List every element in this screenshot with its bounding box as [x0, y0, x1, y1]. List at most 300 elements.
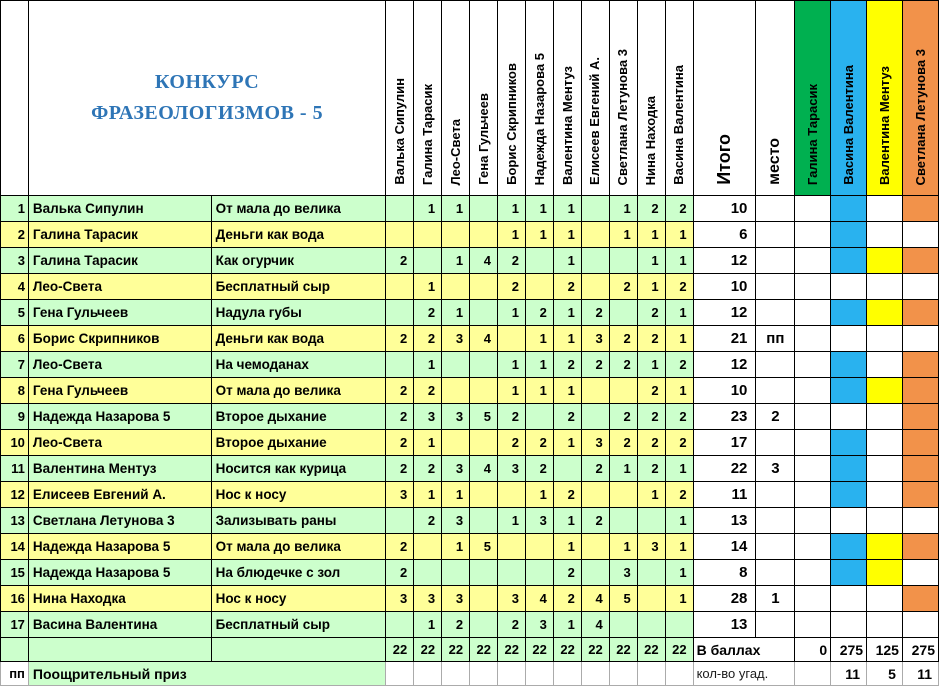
score-cell[interactable]: 4 — [470, 456, 498, 482]
guessed-cell[interactable] — [831, 196, 867, 222]
score-cell[interactable]: 1 — [525, 222, 553, 248]
phrase-cell[interactable]: Второе дыхание — [211, 404, 386, 430]
participant-name-cell[interactable]: Галина Тарасик — [28, 222, 211, 248]
guessed-cell[interactable] — [902, 404, 938, 430]
score-cell[interactable]: 1 — [525, 352, 553, 378]
score-cell[interactable]: 2 — [637, 196, 665, 222]
empty-cell[interactable] — [637, 662, 665, 686]
score-cell[interactable]: 2 — [525, 456, 553, 482]
score-cell[interactable]: 2 — [498, 248, 526, 274]
place-column-header[interactable] — [756, 1, 795, 196]
score-cell[interactable]: 2 — [665, 196, 693, 222]
score-cell[interactable]: 2 — [386, 430, 414, 456]
participant-header[interactable] — [525, 1, 553, 196]
guessed-cell[interactable] — [902, 352, 938, 378]
score-cell[interactable] — [581, 248, 609, 274]
score-cell[interactable] — [442, 352, 470, 378]
score-cell[interactable]: 1 — [553, 196, 581, 222]
total-cell[interactable]: 17 — [693, 430, 756, 456]
score-cell[interactable] — [386, 508, 414, 534]
participant-header[interactable] — [470, 1, 498, 196]
guessed-cell[interactable] — [902, 300, 938, 326]
score-cell[interactable] — [637, 612, 665, 638]
score-cell[interactable]: 4 — [581, 586, 609, 612]
guessed-cell[interactable] — [902, 196, 938, 222]
score-cell[interactable]: 1 — [553, 612, 581, 638]
phrase-cell[interactable]: От мала до велика — [211, 378, 386, 404]
score-cell[interactable] — [414, 222, 442, 248]
row-num-cell[interactable]: 8 — [1, 378, 29, 404]
place-cell[interactable] — [756, 482, 795, 508]
score-total-cell[interactable]: 22 — [525, 638, 553, 662]
score-cell[interactable]: 2 — [553, 482, 581, 508]
score-cell[interactable]: 2 — [609, 274, 637, 300]
score-cell[interactable]: 1 — [414, 352, 442, 378]
score-cell[interactable]: 2 — [498, 274, 526, 300]
guessed-cell[interactable] — [795, 404, 831, 430]
score-cell[interactable]: 1 — [553, 430, 581, 456]
score-cell[interactable]: 1 — [609, 196, 637, 222]
guessed-cell[interactable] — [902, 326, 938, 352]
score-cell[interactable]: 2 — [665, 274, 693, 300]
guessed-cell[interactable] — [867, 456, 903, 482]
phrase-cell[interactable]: От мала до велика — [211, 196, 386, 222]
guessed-cell[interactable] — [867, 300, 903, 326]
score-cell[interactable]: 3 — [414, 586, 442, 612]
score-cell[interactable] — [470, 222, 498, 248]
score-cell[interactable] — [665, 612, 693, 638]
empty-cell[interactable] — [442, 662, 470, 686]
score-cell[interactable] — [581, 196, 609, 222]
score-total-cell[interactable]: 22 — [498, 638, 526, 662]
score-cell[interactable]: 1 — [414, 482, 442, 508]
empty-cell[interactable] — [609, 662, 637, 686]
score-cell[interactable]: 2 — [414, 456, 442, 482]
score-cell[interactable]: 2 — [637, 456, 665, 482]
row-num-cell[interactable]: 9 — [1, 404, 29, 430]
score-cell[interactable]: 3 — [442, 326, 470, 352]
guessed-cell[interactable] — [795, 378, 831, 404]
row-num-cell[interactable]: 15 — [1, 560, 29, 586]
total-cell[interactable]: 11 — [693, 482, 756, 508]
participant-header[interactable] — [386, 1, 414, 196]
winner-column-header[interactable] — [831, 1, 867, 196]
score-cell[interactable] — [581, 560, 609, 586]
row-num-cell[interactable]: 4 — [1, 274, 29, 300]
score-cell[interactable] — [470, 586, 498, 612]
guessed-cell[interactable] — [831, 508, 867, 534]
guessed-cell[interactable] — [831, 222, 867, 248]
score-cell[interactable] — [442, 274, 470, 300]
row-num-cell[interactable] — [1, 638, 29, 662]
footer-num-cell[interactable]: пп — [1, 662, 29, 686]
score-total-cell[interactable]: 22 — [442, 638, 470, 662]
guessed-cell[interactable] — [867, 248, 903, 274]
score-cell[interactable] — [525, 404, 553, 430]
total-cell[interactable]: 21 — [693, 326, 756, 352]
score-cell[interactable]: 2 — [637, 326, 665, 352]
guessed-cell[interactable] — [867, 534, 903, 560]
score-cell[interactable] — [637, 586, 665, 612]
place-cell[interactable] — [756, 378, 795, 404]
score-cell[interactable]: 1 — [525, 482, 553, 508]
phrase-cell[interactable]: На блюдечке с зол — [211, 560, 386, 586]
participant-header[interactable] — [581, 1, 609, 196]
empty-cell[interactable] — [665, 662, 693, 686]
participant-header[interactable] — [442, 1, 470, 196]
guessed-cell[interactable] — [795, 300, 831, 326]
total-cell[interactable]: 12 — [693, 248, 756, 274]
score-cell[interactable]: 2 — [553, 404, 581, 430]
participant-name-cell[interactable]: Светлана Летунова 3 — [28, 508, 211, 534]
score-cell[interactable]: 1 — [525, 326, 553, 352]
row-num-cell[interactable]: 1 — [1, 196, 29, 222]
score-cell[interactable]: 4 — [470, 326, 498, 352]
score-total-cell[interactable]: 22 — [414, 638, 442, 662]
score-cell[interactable] — [525, 560, 553, 586]
participant-name-cell[interactable]: Васина Валентина — [28, 612, 211, 638]
score-cell[interactable]: 1 — [665, 508, 693, 534]
score-cell[interactable]: 2 — [609, 430, 637, 456]
participant-name-cell[interactable]: Гена Гульчеев — [28, 378, 211, 404]
winner-column-header[interactable] — [867, 1, 903, 196]
participant-header[interactable] — [609, 1, 637, 196]
guessed-cell[interactable] — [867, 560, 903, 586]
guessed-cell[interactable] — [867, 612, 903, 638]
score-cell[interactable]: 4 — [525, 586, 553, 612]
place-cell[interactable]: пп — [756, 326, 795, 352]
score-cell[interactable]: 1 — [414, 274, 442, 300]
score-cell[interactable] — [553, 456, 581, 482]
place-cell[interactable] — [756, 534, 795, 560]
score-cell[interactable] — [609, 508, 637, 534]
total-cell[interactable]: 10 — [693, 196, 756, 222]
participant-name-cell[interactable]: Надежда Назарова 5 — [28, 534, 211, 560]
guessed-cell[interactable] — [902, 586, 938, 612]
guessed-cell[interactable] — [902, 248, 938, 274]
row-num-cell[interactable]: 11 — [1, 456, 29, 482]
total-cell[interactable]: 22 — [693, 456, 756, 482]
guessed-cell[interactable] — [795, 612, 831, 638]
score-cell[interactable]: 2 — [665, 430, 693, 456]
score-cell[interactable]: 2 — [498, 404, 526, 430]
guessed-count-cell[interactable] — [795, 662, 831, 686]
score-cell[interactable]: 2 — [498, 430, 526, 456]
score-cell[interactable]: 1 — [665, 560, 693, 586]
phrase-cell[interactable]: Зализывать раны — [211, 508, 386, 534]
phrase-cell[interactable]: Бесплатный сыр — [211, 274, 386, 300]
guessed-cell[interactable] — [831, 326, 867, 352]
place-cell[interactable]: 2 — [756, 404, 795, 430]
phrase-cell[interactable]: Надула губы — [211, 300, 386, 326]
score-cell[interactable] — [498, 482, 526, 508]
guessed-cell[interactable] — [831, 404, 867, 430]
score-cell[interactable] — [637, 508, 665, 534]
score-cell[interactable] — [609, 300, 637, 326]
guessed-cell[interactable] — [831, 300, 867, 326]
score-cell[interactable] — [442, 378, 470, 404]
guessed-cell[interactable] — [795, 534, 831, 560]
score-cell[interactable]: 2 — [525, 300, 553, 326]
score-cell[interactable]: 2 — [553, 352, 581, 378]
guessed-cell[interactable] — [795, 508, 831, 534]
score-cell[interactable]: 3 — [525, 612, 553, 638]
score-cell[interactable]: 2 — [386, 534, 414, 560]
phrase-cell[interactable]: Деньги как вода — [211, 222, 386, 248]
score-total-cell[interactable]: 22 — [665, 638, 693, 662]
score-cell[interactable]: 2 — [637, 378, 665, 404]
points-value-cell[interactable]: 275 — [902, 638, 938, 662]
participant-name-cell[interactable]: Лео-Света — [28, 352, 211, 378]
score-cell[interactable]: 1 — [609, 534, 637, 560]
guessed-cell[interactable] — [831, 612, 867, 638]
score-cell[interactable]: 2 — [581, 300, 609, 326]
place-cell[interactable]: 1 — [756, 586, 795, 612]
guessed-cell[interactable] — [831, 456, 867, 482]
score-cell[interactable]: 2 — [581, 508, 609, 534]
guessed-cell[interactable] — [867, 222, 903, 248]
total-column-header[interactable] — [693, 1, 756, 196]
score-total-cell[interactable]: 22 — [470, 638, 498, 662]
score-cell[interactable] — [386, 300, 414, 326]
score-cell[interactable]: 2 — [414, 300, 442, 326]
place-cell[interactable] — [756, 300, 795, 326]
score-cell[interactable]: 3 — [442, 456, 470, 482]
score-cell[interactable]: 2 — [553, 274, 581, 300]
guessed-cell[interactable] — [867, 274, 903, 300]
phrase-cell[interactable]: На чемоданах — [211, 352, 386, 378]
score-cell[interactable]: 3 — [386, 482, 414, 508]
score-cell[interactable]: 2 — [637, 300, 665, 326]
score-cell[interactable]: 1 — [553, 378, 581, 404]
total-cell[interactable]: 23 — [693, 404, 756, 430]
score-cell[interactable] — [470, 482, 498, 508]
score-cell[interactable]: 3 — [442, 404, 470, 430]
phrase-cell[interactable] — [211, 638, 386, 662]
score-cell[interactable] — [498, 560, 526, 586]
score-cell[interactable]: 1 — [414, 430, 442, 456]
score-cell[interactable] — [470, 274, 498, 300]
score-total-cell[interactable]: 22 — [386, 638, 414, 662]
score-cell[interactable]: 3 — [498, 456, 526, 482]
score-cell[interactable] — [498, 326, 526, 352]
score-cell[interactable]: 5 — [609, 586, 637, 612]
score-cell[interactable]: 2 — [386, 560, 414, 586]
total-cell[interactable]: 12 — [693, 352, 756, 378]
score-cell[interactable] — [581, 222, 609, 248]
score-cell[interactable]: 3 — [414, 404, 442, 430]
participant-name-cell[interactable]: Гена Гульчеев — [28, 300, 211, 326]
points-value-cell[interactable]: 0 — [795, 638, 831, 662]
place-cell[interactable] — [756, 274, 795, 300]
score-cell[interactable]: 2 — [386, 404, 414, 430]
points-value-cell[interactable]: 275 — [831, 638, 867, 662]
total-cell[interactable]: 13 — [693, 508, 756, 534]
total-cell[interactable]: 6 — [693, 222, 756, 248]
score-cell[interactable]: 2 — [637, 404, 665, 430]
score-cell[interactable]: 1 — [525, 196, 553, 222]
empty-cell[interactable] — [470, 662, 498, 686]
total-cell[interactable]: 14 — [693, 534, 756, 560]
guessed-cell[interactable] — [867, 508, 903, 534]
score-cell[interactable] — [609, 612, 637, 638]
guessed-cell[interactable] — [902, 534, 938, 560]
score-cell[interactable] — [609, 378, 637, 404]
participant-name-cell[interactable] — [28, 638, 211, 662]
score-cell[interactable] — [470, 560, 498, 586]
participant-name-cell[interactable]: Надежда Назарова 5 — [28, 560, 211, 586]
row-num-cell[interactable]: 12 — [1, 482, 29, 508]
row-num-cell[interactable]: 2 — [1, 222, 29, 248]
phrase-cell[interactable]: Носится как курица — [211, 456, 386, 482]
guessed-cell[interactable] — [795, 274, 831, 300]
total-cell[interactable]: 28 — [693, 586, 756, 612]
guessed-cell[interactable] — [902, 612, 938, 638]
phrase-cell[interactable]: Деньги как вода — [211, 326, 386, 352]
score-cell[interactable] — [386, 352, 414, 378]
empty-cell[interactable] — [553, 662, 581, 686]
score-cell[interactable]: 1 — [637, 352, 665, 378]
guessed-cell[interactable] — [831, 274, 867, 300]
row-num-cell[interactable]: 5 — [1, 300, 29, 326]
score-cell[interactable] — [414, 560, 442, 586]
phrase-cell[interactable]: От мала до велика — [211, 534, 386, 560]
score-cell[interactable]: 1 — [442, 196, 470, 222]
score-cell[interactable]: 3 — [386, 586, 414, 612]
phrase-cell[interactable]: Нос к носу — [211, 482, 386, 508]
score-cell[interactable]: 1 — [498, 352, 526, 378]
score-cell[interactable] — [581, 274, 609, 300]
place-cell[interactable] — [756, 352, 795, 378]
guessed-count-cell[interactable]: 5 — [867, 662, 903, 686]
participant-name-cell[interactable]: Борис Скрипников — [28, 326, 211, 352]
empty-cell[interactable] — [498, 662, 526, 686]
score-cell[interactable]: 2 — [581, 456, 609, 482]
guessed-cell[interactable] — [867, 586, 903, 612]
participant-header[interactable] — [498, 1, 526, 196]
guessed-cell[interactable] — [795, 586, 831, 612]
score-cell[interactable]: 2 — [609, 404, 637, 430]
guessed-count-cell[interactable]: 11 — [831, 662, 867, 686]
guessed-cell[interactable] — [902, 378, 938, 404]
guessed-cell[interactable] — [795, 352, 831, 378]
score-cell[interactable]: 1 — [553, 534, 581, 560]
score-cell[interactable] — [442, 560, 470, 586]
guessed-cell[interactable] — [867, 378, 903, 404]
guessed-cell[interactable] — [831, 430, 867, 456]
phrase-cell[interactable]: Нос к носу — [211, 586, 386, 612]
participant-name-cell[interactable]: Галина Тарасик — [28, 248, 211, 274]
score-cell[interactable]: 2 — [553, 586, 581, 612]
score-cell[interactable]: 1 — [609, 222, 637, 248]
score-cell[interactable]: 2 — [414, 508, 442, 534]
score-cell[interactable]: 1 — [665, 534, 693, 560]
guessed-cell[interactable] — [795, 196, 831, 222]
place-cell[interactable] — [756, 222, 795, 248]
empty-cell[interactable] — [386, 662, 414, 686]
score-cell[interactable]: 5 — [470, 534, 498, 560]
guessed-cell[interactable] — [795, 248, 831, 274]
score-cell[interactable]: 1 — [498, 508, 526, 534]
score-cell[interactable]: 1 — [637, 248, 665, 274]
participant-name-cell[interactable]: Лео-Света — [28, 274, 211, 300]
score-cell[interactable] — [609, 248, 637, 274]
score-cell[interactable]: 2 — [386, 326, 414, 352]
score-cell[interactable]: 2 — [665, 404, 693, 430]
score-cell[interactable]: 1 — [553, 222, 581, 248]
score-cell[interactable]: 1 — [442, 248, 470, 274]
score-cell[interactable]: 1 — [553, 508, 581, 534]
score-cell[interactable]: 1 — [525, 378, 553, 404]
empty-cell[interactable] — [525, 662, 553, 686]
score-cell[interactable]: 1 — [637, 482, 665, 508]
prize-label-cell[interactable]: Поощрительный приз — [28, 662, 385, 686]
score-cell[interactable]: 1 — [665, 586, 693, 612]
guessed-cell[interactable] — [867, 196, 903, 222]
score-cell[interactable]: 1 — [665, 222, 693, 248]
participant-header[interactable] — [665, 1, 693, 196]
score-cell[interactable]: 1 — [442, 300, 470, 326]
guessed-cell[interactable] — [795, 430, 831, 456]
score-cell[interactable]: 5 — [470, 404, 498, 430]
participant-name-cell[interactable]: Валентина Ментуз — [28, 456, 211, 482]
score-cell[interactable]: 2 — [665, 352, 693, 378]
score-cell[interactable] — [581, 404, 609, 430]
score-cell[interactable] — [581, 534, 609, 560]
score-total-cell[interactable]: 22 — [581, 638, 609, 662]
guessed-cell[interactable] — [795, 222, 831, 248]
score-cell[interactable]: 2 — [637, 430, 665, 456]
place-cell[interactable] — [756, 508, 795, 534]
score-cell[interactable]: 1 — [609, 456, 637, 482]
score-cell[interactable]: 3 — [498, 586, 526, 612]
guessed-cell[interactable] — [867, 404, 903, 430]
score-cell[interactable]: 2 — [386, 378, 414, 404]
guessed-cell[interactable] — [902, 560, 938, 586]
empty-cell[interactable] — [581, 662, 609, 686]
row-num-cell[interactable]: 14 — [1, 534, 29, 560]
place-cell[interactable] — [756, 612, 795, 638]
row-num-cell[interactable]: 7 — [1, 352, 29, 378]
score-cell[interactable]: 3 — [442, 586, 470, 612]
score-cell[interactable]: 3 — [581, 430, 609, 456]
total-cell[interactable]: 8 — [693, 560, 756, 586]
participant-name-cell[interactable]: Елисеев Евгений А. — [28, 482, 211, 508]
score-cell[interactable]: 2 — [386, 456, 414, 482]
score-cell[interactable] — [525, 248, 553, 274]
guessed-cell[interactable] — [831, 586, 867, 612]
total-cell[interactable]: 13 — [693, 612, 756, 638]
score-total-cell[interactable]: 22 — [637, 638, 665, 662]
guessed-cell[interactable] — [831, 534, 867, 560]
points-label-cell[interactable]: В баллах — [693, 638, 795, 662]
score-total-cell[interactable]: 22 — [553, 638, 581, 662]
score-cell[interactable]: 3 — [581, 326, 609, 352]
score-cell[interactable]: 1 — [637, 274, 665, 300]
score-cell[interactable] — [525, 534, 553, 560]
row-num-cell[interactable]: 13 — [1, 508, 29, 534]
total-cell[interactable]: 10 — [693, 274, 756, 300]
participant-name-cell[interactable]: Надежда Назарова 5 — [28, 404, 211, 430]
score-cell[interactable]: 1 — [414, 196, 442, 222]
score-cell[interactable] — [470, 196, 498, 222]
score-cell[interactable]: 1 — [665, 300, 693, 326]
score-cell[interactable]: 1 — [498, 196, 526, 222]
score-cell[interactable]: 1 — [665, 378, 693, 404]
place-cell[interactable] — [756, 248, 795, 274]
score-cell[interactable] — [470, 508, 498, 534]
score-cell[interactable]: 1 — [665, 248, 693, 274]
